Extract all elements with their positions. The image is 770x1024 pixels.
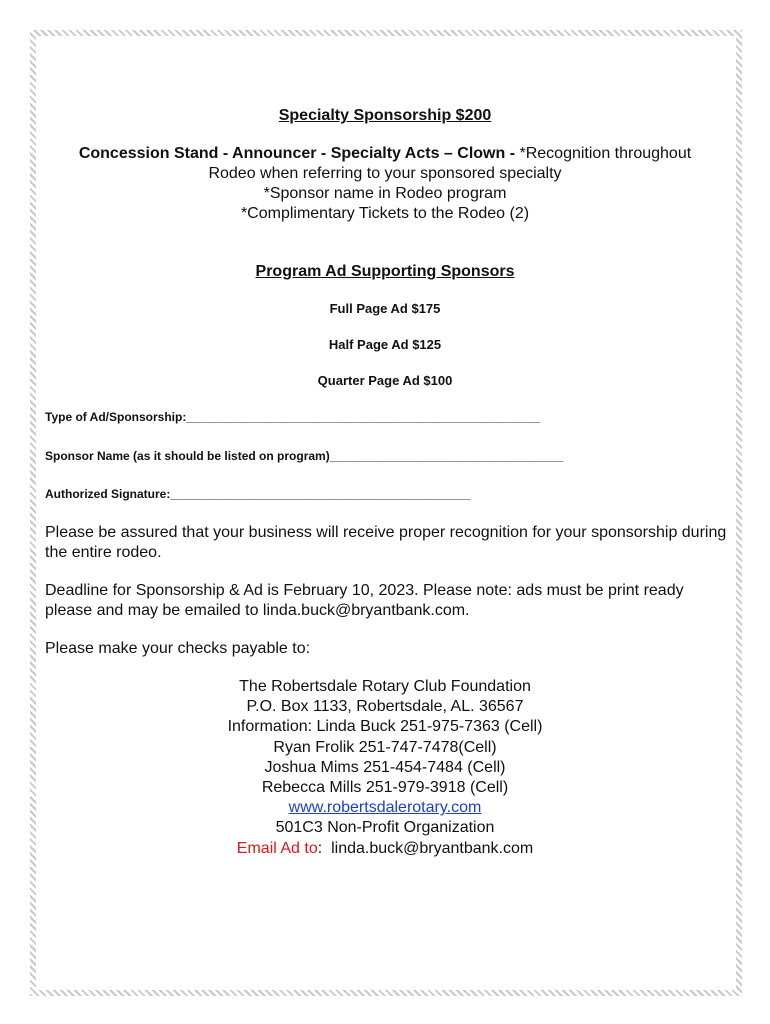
sponsor-name-field[interactable] <box>45 449 735 463</box>
benefit-recognition: *Recognition throughout <box>519 145 692 162</box>
signature-label: Authorized Signature: <box>45 487 171 501</box>
email-label: Email Ad to <box>236 839 318 857</box>
benefit-recognition-cont: Rodeo when referring to your sponsored specialty <box>208 165 562 182</box>
sponsor-name-label: Sponsor Name (as it should be listed on program) <box>45 449 330 463</box>
website-link[interactable]: www.robertsdalerotary.com <box>288 799 482 817</box>
signature-field[interactable] <box>45 487 735 501</box>
email-address[interactable]: linda.buck@bryantbank.com <box>322 839 534 857</box>
address-block <box>0 677 770 859</box>
deadline-paragraph: Deadline for Sponsorship & Ad is February 10, 2023. Please note: ads must be print ready please and may be emailed to linda.buck@bryantbank.com. <box>45 582 684 619</box>
contact-joshua: Joshua Mims 251-454-7484 (Cell) <box>264 758 506 776</box>
specialty-benefits <box>0 144 770 224</box>
contact-ryan: Ryan Frolik 251-747-7478(Cell) <box>273 738 497 756</box>
ad-half-page: Half Page Ad $125 <box>328 337 442 352</box>
ad-full-page: Full Page Ad $175 <box>329 301 441 316</box>
benefit-program-name: *Sponsor name in Rodeo program <box>263 185 507 202</box>
nonprofit-status: 501C3 Non-Profit Organization <box>275 819 495 837</box>
specialty-line-1 <box>0 144 770 164</box>
org-name: The Robertsdale Rotary Club Foundation <box>239 678 531 695</box>
payable-paragraph: Please make your checks payable to: <box>45 640 311 657</box>
ad-quarter-page: Quarter Page Ad $100 <box>317 373 453 388</box>
type-field[interactable] <box>45 410 735 424</box>
type-label: Type of Ad/Sponsorship: <box>45 410 187 424</box>
po-box: P.O. Box 1133, Robertsdale, AL. 36567 <box>246 698 524 716</box>
type-line[interactable]: _____________________________________________________ <box>186 410 541 424</box>
contact-rebecca: Rebecca Mills 251-979-3918 (Cell) <box>261 779 509 797</box>
benefit-tickets: *Complimentary Tickets to the Rodeo (2) <box>240 205 530 222</box>
email-colon: : <box>317 839 323 857</box>
specialty-section <box>0 107 770 125</box>
specialty-title: Specialty Sponsorship $200 <box>278 107 492 124</box>
specialty-items: Concession Stand - Announcer - Specialty Acts – Clown - <box>78 145 520 162</box>
assurance-paragraph: Please be assured that your business will receive proper recognition for your sponsorship during the entire rodeo. <box>45 524 727 561</box>
contact-linda: Information: Linda Buck 251-975-7363 (Cell) <box>227 718 543 736</box>
signature-line[interactable]: _____________________________________________ <box>170 487 471 501</box>
sponsor-name-line[interactable]: ___________________________________ <box>329 449 564 463</box>
email-line <box>0 839 770 859</box>
program-ad-title: Program Ad Supporting Sponsors <box>255 263 515 280</box>
program-ad-section <box>0 263 770 281</box>
